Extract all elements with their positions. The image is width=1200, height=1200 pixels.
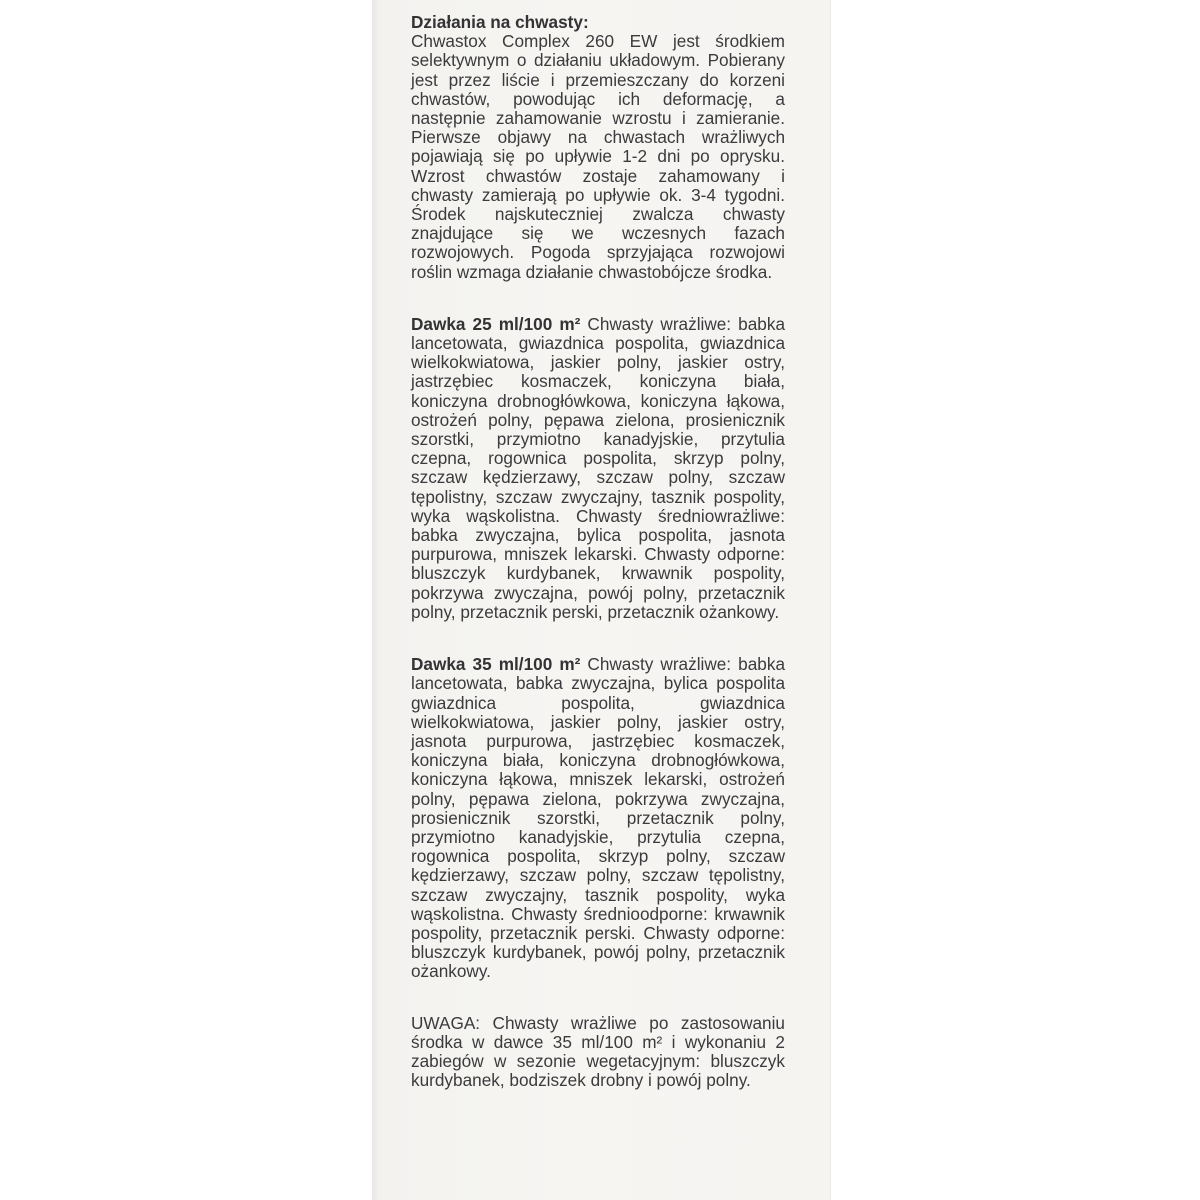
dose-25-heading: Dawka 25 ml/100 m² [411, 313, 581, 334]
dose-35-heading: Dawka 35 ml/100 m² [411, 654, 581, 675]
weed-action-text: Chwastox Complex 260 EW jest środkiem selektywnym o działaniu układowym. Pobierany jest przez liście i przemieszczany do korzeni chwastów, powodując ich deformację, a następnie zahamowanie wzrostu i zamieranie. Pierwsze objawy na chwastach wrażliwych pojawiają się po upływie 1-2 dni po oprysku. Wzrost chwastów zostaje zahamowany i chwasty zamierają po upływie ok. 3-4 tygodni. Środek najskuteczniej zwalcza chwasty znajdujące się we wczesnych fazach rozwojowych. Pogoda sprzyjająca rozwojowi roślin wzmaga działanie chwastobójcze środka. [411, 31, 785, 282]
dose-35-section [411, 655, 785, 981]
label-text-column [411, 13, 785, 1090]
weed-action-section [411, 13, 785, 282]
warning-text: UWAGA: Chwasty wrażliwe po zastosowaniu środka w dawce 35 ml/100 m² i wykonaniu 2 zabiegów w sezonie wegetacyjnym: bluszczyk kurdybanek, bodziszek drobny i powój polny. [411, 1012, 785, 1091]
dose-35-text: Chwasty wrażliwe: babka lancetowata, babka zwyczajna, bylica pospolita gwiazdnica pospolita, gwiazdnica wielkokwiatowa, jaskier polny, jaskier ostry, jasnota purpurowa, jastrzębiec kosmaczek, koniczyna biała, koniczyna drobnogłówkowa, koniczyna łąkowa, mniszek lekarski, ostrożeń polny, pępawa zielona, pokrzywa zwyczajna, prosienicznik szorstki, przetacznik polny, przymiotno kanadyjskie, przytulia czepna, rogownica pospolita, skrzyp polny, szczaw kędzierzawy, szczaw polny, szczaw tępolistny, szczaw zwyczajny, tasznik pospolity, wyka wąskolistna. Chwasty średnioodporne: krwawnik pospolity, przetacznik perski. Chwasty odporne: bluszczyk kurdybanek, powój polny, przetacznik ożankowy. [411, 654, 785, 982]
section-spacer [411, 282, 785, 315]
section-spacer [411, 622, 785, 655]
dose-25-section [411, 315, 785, 622]
dose-25-text: Chwasty wrażliwe: babka lancetowata, gwiazdnica pospolita, gwiazdnica wielkokwiatowa, jaskier polny, jaskier ostry, jastrzębiec kosmaczek, koniczyna biała, koniczyna drobnogłówkowa, koniczyna łąkowa, ostrożeń polny, pępawa zielona, prosienicznik szorstki, przymiotno kanadyjskie, przytulia czepna, rogownica pospolita, skrzyp polny, szczaw kędzierzawy, szczaw polny, szczaw tępolistny, szczaw zwyczajny, tasznik pospolity, wyka wąskolistna. Chwasty średniowrażliwe: babka zwyczajna, bylica pospolita, jasnota purpurowa, mniszek lekarski. Chwasty odporne: bluszczyk kurdybanek, krwawnik pospolity, pokrzywa zwyczajna, powój polny, przetacznik polny, przetacznik perski, przetacznik ożankowy. [411, 313, 785, 622]
section-spacer [411, 982, 785, 1014]
weed-action-heading: Działania na chwasty: [411, 12, 589, 32]
warning-section [411, 1014, 785, 1091]
